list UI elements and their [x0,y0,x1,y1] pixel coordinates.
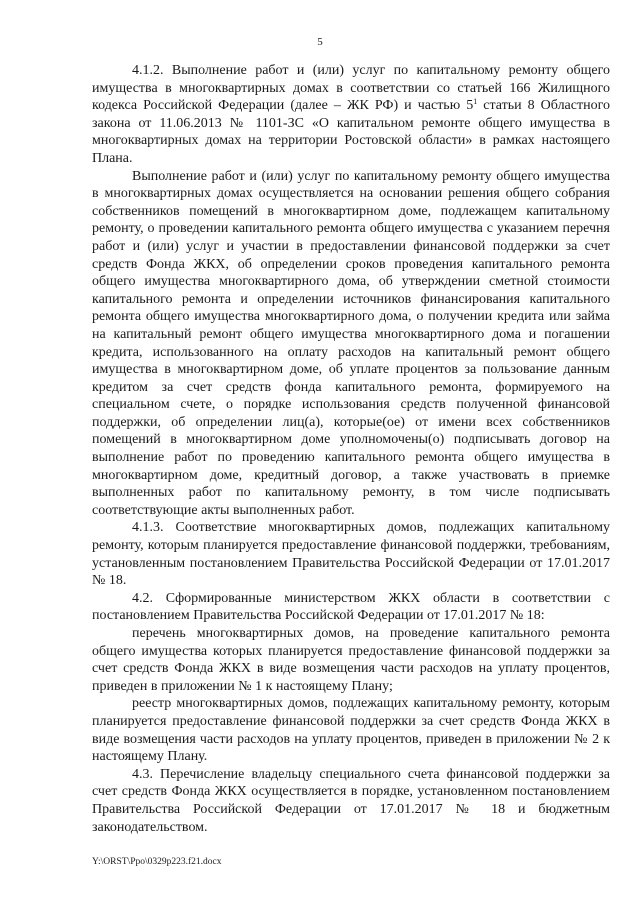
paragraph-text: 4.1.2. Выполнение работ и (или) услуг по капитальному ремонту общего имущества в многоквартирных домах в соответствии со статьей 166 Жилищного кодекса Российской Федерации (далее – ЖК РФ) и частью 5 [92,63,610,114]
paragraph-list-appendix-1: перечень многоквартирных домов, на проведение капитального ремонта общего имущества которых планируется предоставление финансовой поддержки за счет средств Фонда ЖКХ в виде возмещения части расходов на уплату процентов, приведен в приложении № 1 к настоящему Плану; [92,626,610,694]
footer-file-path: Y:\ORST\Ppo\0329p223.f21.docx [92,857,222,867]
paragraph-works-basis: Выполнение работ и (или) услуг по капитальному ремонту общего имущества в многоквартирных домах осуществляется на основании решения общего собрания собственников помещений в многоквартирном доме, подлежащем капитальному ремонту, о проведении капитального ремонта общего имущества с указанием перечня работ и (или) услуг и участии в предоставлении финансовой поддержки за счет средств Фонда ЖКХ, об определении сроков проведения капитального ремонта общего имущества многоквартирного дома, об утверждении сметной стоимости капитального ремонта и определении источников финансирования капитального ремонта общего имущества многоквартирного дома, о получении кредита или займа на капитальный ремонт общего имущества многоквартирного дома и погашении кредита, использованного на оплату расходов на капитальный ремонт общего имущества в многоквартирном доме, об уплате процентов за пользование данным кредитом за счет средств фонда капитального ремонта, формируемого на специальном счете, о порядке использования средств полученной финансовой поддержки, об определении лиц(а), которые(ое) от имени всех собственников помещений в многоквартирном доме уполномочены(о) подписывать договор на выполнение работ по проведению капитального ремонта общего имущества в многоквартирном доме, кредитный договор, а также участвовать в приемке выполненных работ по капитальному ремонту, в том числе подписывать соответствующие акты выполненных работ. [92,168,610,518]
superscript: 1 [473,97,478,107]
document-body [92,62,610,836]
paragraph-registry-appendix-2: реестр многоквартирных домов, подлежащих капитальному ремонту, которым планируется предоставление финансовой поддержки за счет средств Фонда ЖКХ в виде возмещения части расходов на уплату процентов, приведен в приложении № 2 к настоящему Плану. [92,696,610,765]
paragraph-4-1-3: 4.1.3. Соответствие многоквартирных домов, подлежащих капитальному ремонту, которым планируется предоставление финансовой поддержки, требованиям, установленным постановлением Правительства Российской Федерации от 17.01.2017 № 18. [92,520,610,589]
paragraph-4-1-2 [92,62,610,168]
page-number: 5 [317,36,323,48]
paragraph-4-2: 4.2. Сформированные министерством ЖКХ области в соответствии с постановлением Правительства Российской Федерации от 17.01.2017 № 18: [92,590,610,624]
paragraph-text: статьи 8 Областного закона от 11.06.2013 № 1101-ЗС «О капитальном ремонте общего имущества в многоквартирных домах на территории Ростовской области» в рамках настоящего Плана. [92,98,610,166]
paragraph-4-3: 4.3. Перечисление владельцу специального счета финансовой поддержки за счет средств Фонда ЖКХ осуществляется в порядке, установленном постановлением Правительства Российской Федерации от 17.01.2017 № 18 и бюджетным законодательством. [92,766,610,835]
